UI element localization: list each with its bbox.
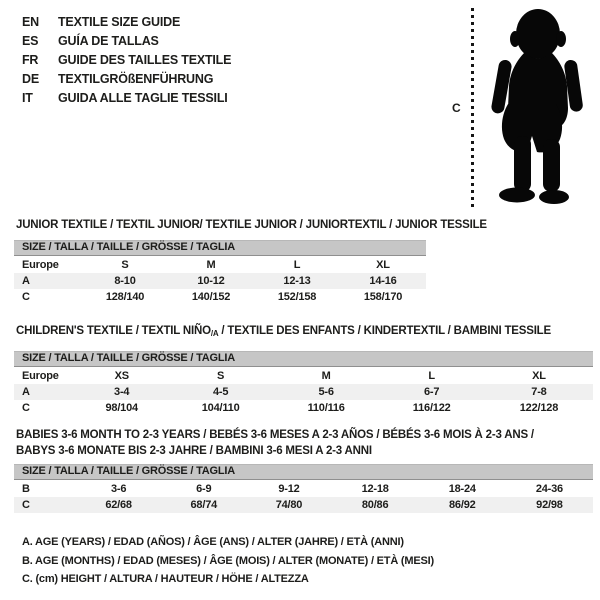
- language-row: [22, 12, 231, 31]
- size-cell: S: [217, 369, 225, 382]
- children-size-table: [14, 351, 593, 416]
- height-measure-label: C: [452, 101, 461, 115]
- row-label: C: [22, 401, 30, 414]
- table-row: [14, 497, 593, 513]
- language-code: ES: [22, 33, 39, 48]
- size-header-band: SIZE / TALLA / TAILLE / GRÖSSE / TAGLIA: [14, 464, 593, 480]
- table-row: [14, 384, 593, 400]
- language-code: DE: [22, 71, 39, 86]
- babies-size-grid: [14, 481, 593, 513]
- size-cell: L: [293, 258, 301, 271]
- baby-height-figure: [450, 5, 600, 211]
- height-measure-line: [471, 8, 474, 207]
- footnote: A. AGE (YEARS) / EDAD (AÑOS) / ÂGE (ANS) / ALTER (JAHRE) / ETÀ (ANNI): [22, 536, 404, 548]
- junior-section-title: [16, 219, 487, 231]
- size-cell: 80/86: [361, 498, 389, 511]
- size-cell: 116/122: [412, 401, 451, 414]
- language-row: [22, 50, 231, 69]
- size-cell: M: [321, 369, 331, 382]
- language-title: GUIDA ALLE TAGLIE TESSILI: [58, 90, 228, 105]
- row-label: Europe: [22, 258, 59, 271]
- size-cell: L: [428, 369, 435, 382]
- language-title: GUÍA DE TALLAS: [58, 33, 159, 48]
- language-row: [22, 69, 231, 88]
- size-cell: 5-6: [318, 385, 334, 398]
- babies-title-line1: BABIES 3-6 MONTH TO 2-3 YEARS / BEBÉS 3-6 MESES A 2-3 AÑOS / BÉBÉS 3-6 MOIS À 2-3 ANS /: [16, 429, 534, 441]
- table-row: [14, 481, 593, 497]
- size-cell: XL: [376, 258, 390, 271]
- table-row: [14, 289, 426, 305]
- row-label: Europe: [22, 369, 59, 382]
- language-row: [22, 88, 231, 107]
- footnote: B. AGE (MONTHS) / EDAD (MESES) / ÂGE (MOIS) / ALTER (MONATE) / ETÀ (MESI): [22, 554, 434, 567]
- size-cell: 86/92: [449, 498, 476, 511]
- table-row: [14, 368, 593, 384]
- size-cell: S: [121, 258, 129, 271]
- size-header-band: SIZE / TALLA / TAILLE / GRÖSSE / TAGLIA: [14, 351, 593, 367]
- language-code: FR: [22, 52, 39, 67]
- size-cell: 122/128: [519, 401, 559, 414]
- size-cell: 9-12: [278, 482, 300, 495]
- size-cell: 18-24: [448, 482, 476, 495]
- children-section-title: [16, 325, 551, 338]
- baby-silhouette-image: [481, 8, 595, 208]
- children-title-sub: /A: [210, 329, 219, 338]
- size-cell: 12-13: [283, 274, 311, 287]
- row-label: C: [22, 290, 30, 303]
- table-row: [14, 400, 593, 416]
- junior-section-title-text: JUNIOR TEXTILE / TEXTIL JUNIOR/ TEXTILE JUNIOR / JUNIORTEXTIL / JUNIOR TESSILE: [16, 219, 487, 231]
- row-label: A: [22, 274, 30, 287]
- size-cell: XL: [532, 369, 546, 382]
- language-row: [22, 31, 231, 50]
- language-title-list: [22, 12, 231, 107]
- row-label: A: [22, 385, 30, 398]
- table-row: [14, 257, 426, 273]
- size-cell: 14-16: [369, 274, 397, 287]
- row-label: C: [22, 498, 30, 511]
- junior-size-grid: [14, 257, 426, 305]
- table-row: [14, 273, 426, 289]
- babies-section-title: [16, 427, 586, 459]
- size-cell: XS: [114, 369, 129, 382]
- size-cell: 140/152: [191, 290, 231, 303]
- language-title: TEXTILGRÖßENFÜHRUNG: [58, 71, 214, 86]
- size-cell: 74/80: [275, 498, 303, 511]
- size-cell: 158/170: [363, 290, 403, 303]
- language-title: TEXTILE SIZE GUIDE: [58, 14, 181, 29]
- row-label: B: [22, 482, 30, 495]
- size-cell: 98/104: [105, 401, 138, 414]
- junior-size-table: [14, 240, 426, 305]
- language-code: EN: [22, 14, 39, 29]
- children-title-post: / TEXTILE DES ENFANTS / KINDERTEXTIL / BAMBINI TESSILE: [218, 325, 551, 337]
- size-cell: 68/74: [190, 498, 218, 511]
- size-cell: 12-18: [361, 482, 389, 495]
- size-cell: 62/68: [105, 498, 132, 511]
- size-cell: 24-36: [535, 482, 563, 495]
- size-cell: 10-12: [197, 274, 225, 287]
- size-cell: 8-10: [114, 274, 136, 287]
- size-cell: M: [206, 258, 216, 271]
- size-cell: 6-9: [196, 482, 212, 495]
- babies-title-line2: BABYS 3-6 MONATE BIS 2-3 JAHRE / BAMBINI 3-6 MESI A 2-3 ANNI: [16, 445, 372, 457]
- size-cell: 4-5: [212, 385, 229, 398]
- size-cell: 92/98: [536, 498, 563, 511]
- children-size-grid: [14, 368, 593, 416]
- size-cell: 7-8: [531, 385, 547, 398]
- language-code: IT: [22, 90, 33, 105]
- babies-size-table: [14, 464, 593, 513]
- size-cell: 3-4: [114, 385, 130, 398]
- legend-footnotes: [22, 533, 434, 589]
- size-header-band: SIZE / TALLA / TAILLE / GRÖSSE / TAGLIA: [14, 240, 426, 256]
- size-cell: 128/140: [105, 290, 145, 303]
- size-cell: 110/116: [307, 401, 345, 414]
- size-cell: 3-6: [110, 482, 127, 495]
- size-cell: 152/158: [277, 290, 317, 303]
- footnote: C. (cm) HEIGHT / ALTURA / HAUTEUR / HÖHE / ALTEZZA: [22, 573, 309, 585]
- size-cell: 104/110: [201, 401, 240, 414]
- size-cell: 6-7: [424, 385, 440, 398]
- language-title: GUIDE DES TAILLES TEXTILE: [58, 52, 232, 67]
- children-title-pre: CHILDREN'S TEXTILE / TEXTIL NIÑO: [16, 325, 211, 337]
